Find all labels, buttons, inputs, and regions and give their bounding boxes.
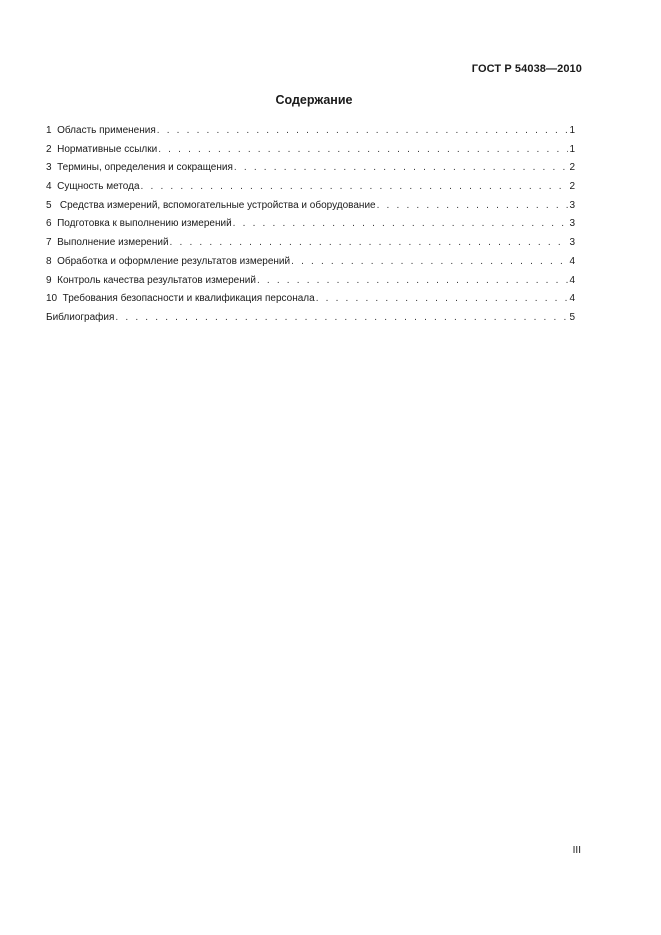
toc-entry-4[interactable] xyxy=(46,178,575,197)
table-of-contents xyxy=(46,122,575,328)
toc-dot-leader xyxy=(316,290,569,309)
toc-entry-label: 6 Подготовка к выполнению измерений xyxy=(46,218,232,230)
toc-entry-page: 4 xyxy=(569,293,575,305)
toc-dot-leader xyxy=(291,253,568,272)
toc-entry-bibliography[interactable] xyxy=(46,309,575,328)
toc-entry-page: 1 xyxy=(569,143,575,155)
document-header-code: ГОСТ Р 54038—2010 xyxy=(471,63,582,75)
toc-entry-label: 3 Термины, определения и сокращения xyxy=(46,162,233,174)
toc-entry-6[interactable] xyxy=(46,215,575,234)
toc-dot-leader xyxy=(234,159,569,178)
toc-entry-label: 9 Контроль качества результатов измерений xyxy=(46,274,256,286)
toc-entry-7[interactable] xyxy=(46,234,575,253)
toc-entry-label: 7 Выполнение измерений xyxy=(46,237,169,249)
toc-entry-label: 1 Область применения xyxy=(46,125,156,136)
toc-entry-page: 4 xyxy=(569,274,575,286)
toc-entry-label: 5 Средства измерений, вспомогательные устройства и оборудование xyxy=(46,199,376,211)
toc-entry-label: 4 Сущность метода xyxy=(46,181,140,193)
toc-entry-3[interactable] xyxy=(46,159,575,178)
toc-entry-page: 3 xyxy=(569,199,575,211)
toc-entry-label: 2 Нормативные ссылки xyxy=(46,143,158,155)
toc-title: Содержание xyxy=(275,93,353,107)
toc-dot-leader xyxy=(158,141,568,160)
toc-entry-page: 3 xyxy=(569,218,575,230)
page-number: III xyxy=(572,845,581,856)
toc-entry-page: 1 xyxy=(569,125,575,136)
toc-entry-label: 10 Требования безопасности и квалификация персонала xyxy=(46,293,315,305)
toc-dot-leader xyxy=(170,234,569,253)
toc-entry-8[interactable] xyxy=(46,253,575,272)
toc-dot-leader xyxy=(115,309,568,328)
toc-entry-5[interactable] xyxy=(46,197,575,216)
toc-dot-leader xyxy=(377,197,569,216)
toc-entry-2[interactable] xyxy=(46,141,575,160)
toc-entry-label: Библиография xyxy=(46,311,115,323)
toc-entry-label: 8 Обработка и оформление результатов измерений xyxy=(46,255,291,267)
toc-entry-10[interactable] xyxy=(46,290,575,309)
toc-entry-1[interactable] xyxy=(46,122,575,141)
toc-dot-leader xyxy=(257,272,569,291)
toc-dot-leader xyxy=(157,122,569,141)
toc-entry-page: 2 xyxy=(569,162,575,174)
toc-entry-page: 2 xyxy=(569,181,575,193)
toc-dot-leader xyxy=(233,215,569,234)
toc-dot-leader xyxy=(141,178,569,197)
toc-entry-9[interactable] xyxy=(46,272,575,291)
toc-entry-page: 5 xyxy=(569,311,575,323)
toc-entry-page: 3 xyxy=(569,237,575,249)
toc-entry-page: 4 xyxy=(569,255,575,267)
